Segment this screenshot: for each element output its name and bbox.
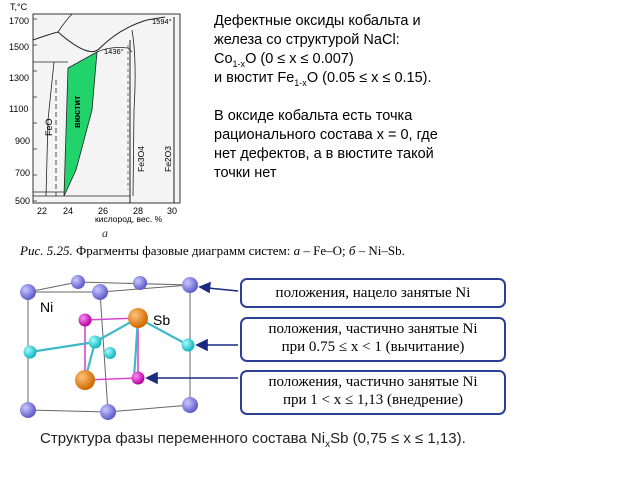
caption-prefix: Рис. 5.25. (20, 243, 73, 258)
text-line: железа со структурой NaCl: (214, 32, 400, 48)
y-tick-label: 1300 (9, 73, 30, 83)
ni-atom-partial (104, 347, 116, 359)
ni-atom-interstitial (132, 372, 145, 385)
structure-caption (40, 430, 466, 450)
callout-line: положения, частично занятые Ni (268, 374, 478, 390)
caption-subscript: x (325, 439, 331, 450)
ni-atom-partial (182, 339, 195, 352)
ni-label: Ni (40, 299, 54, 315)
formula-part: и вюстит Fe (214, 70, 295, 86)
caption-text: Фрагменты фазовые диаграмм систем: (72, 243, 294, 258)
ni-atom (182, 397, 198, 413)
callout-line: положения, частично занятые Ni (268, 321, 478, 337)
sb-atom (128, 308, 148, 328)
phase-diagram (0, 0, 200, 235)
y-axis-title: T,°C (10, 2, 28, 12)
text-line: нет дефектов, а в вюстите такой (214, 146, 434, 162)
temp-1594-label: 1594° (152, 17, 172, 26)
callout-full-ni (240, 278, 506, 308)
formula-part: Co (214, 51, 233, 67)
callout-insertion (240, 370, 506, 415)
y-tick-label: 700 (15, 168, 31, 178)
formula-subscript: 1-x (232, 58, 246, 69)
x-tick-label: 30 (167, 206, 178, 216)
caption-part: Структура фазы переменного состава Ni (40, 430, 326, 447)
caption-b-text: – Ni–Sb. (355, 243, 405, 258)
text-line: рационального состава x = 0, где (214, 127, 438, 143)
caption-a-mark: а (293, 243, 301, 258)
sb-atom (75, 370, 95, 390)
temp-1436-label: 1436° (104, 47, 124, 56)
y-tick-label: 1500 (9, 42, 30, 52)
callout-arrows (147, 283, 238, 383)
callout-subtraction (240, 317, 506, 362)
caption-b-mark: б (348, 243, 356, 258)
ni-atom-partial (89, 336, 102, 349)
ni-atom-interstitial (79, 314, 92, 327)
formula-subscript: 1-x (294, 77, 307, 88)
x-tick-label: 26 (98, 206, 109, 216)
fe3o4-label: Fe3O4 (136, 146, 146, 172)
formula-part: O (0.05 ≤ x ≤ 0.15). (306, 70, 432, 86)
x-tick-label: 22 (37, 206, 48, 216)
y-tick-label: 900 (15, 136, 31, 146)
ni-atom-partial (24, 346, 37, 359)
ni-atom (133, 276, 147, 290)
ni-atom (92, 284, 108, 300)
x-tick-label: 28 (133, 206, 144, 216)
ni-atom (71, 275, 85, 289)
callout-line: при 1 < x ≤ 1,13 (внедрение) (282, 392, 464, 408)
wustite-label: вюстит (72, 95, 82, 128)
sb-label: Sb (153, 312, 171, 328)
text-line: точки нет (214, 165, 277, 181)
formula-part: O (0 ≤ x ≤ 0.007) (245, 51, 354, 67)
ni-atoms-substitution (24, 336, 195, 360)
y-tick-label: 1100 (9, 104, 29, 114)
ni-atom (20, 284, 36, 300)
callout-line: при 0.75 ≤ x < 1 (вычитание) (281, 339, 465, 355)
y-tick-label: 500 (15, 196, 31, 206)
x-axis-title: кислород, вес. % (95, 214, 163, 224)
caption-a-text: – Fe–O; (300, 243, 349, 258)
text-line: В оксиде кобальта есть точка (214, 108, 413, 124)
wustite-formula (214, 69, 432, 93)
ni-atom (100, 404, 116, 420)
ni-atom (20, 402, 36, 418)
x-tick-label: 24 (63, 206, 74, 216)
text-line: Дефектные оксиды кобальта и (214, 13, 421, 29)
fe2o3-label: Fe2O3 (163, 146, 173, 172)
feo-label: FeO (44, 118, 54, 136)
ni-atom (182, 277, 198, 293)
callout-line: положения, нацело занятые Ni (275, 285, 471, 301)
caption-part: Sb (0,75 ≤ x ≤ 1,13). (330, 430, 466, 447)
subfigure-a-label: а (102, 226, 108, 240)
y-tick-label: 1700 (9, 16, 30, 26)
